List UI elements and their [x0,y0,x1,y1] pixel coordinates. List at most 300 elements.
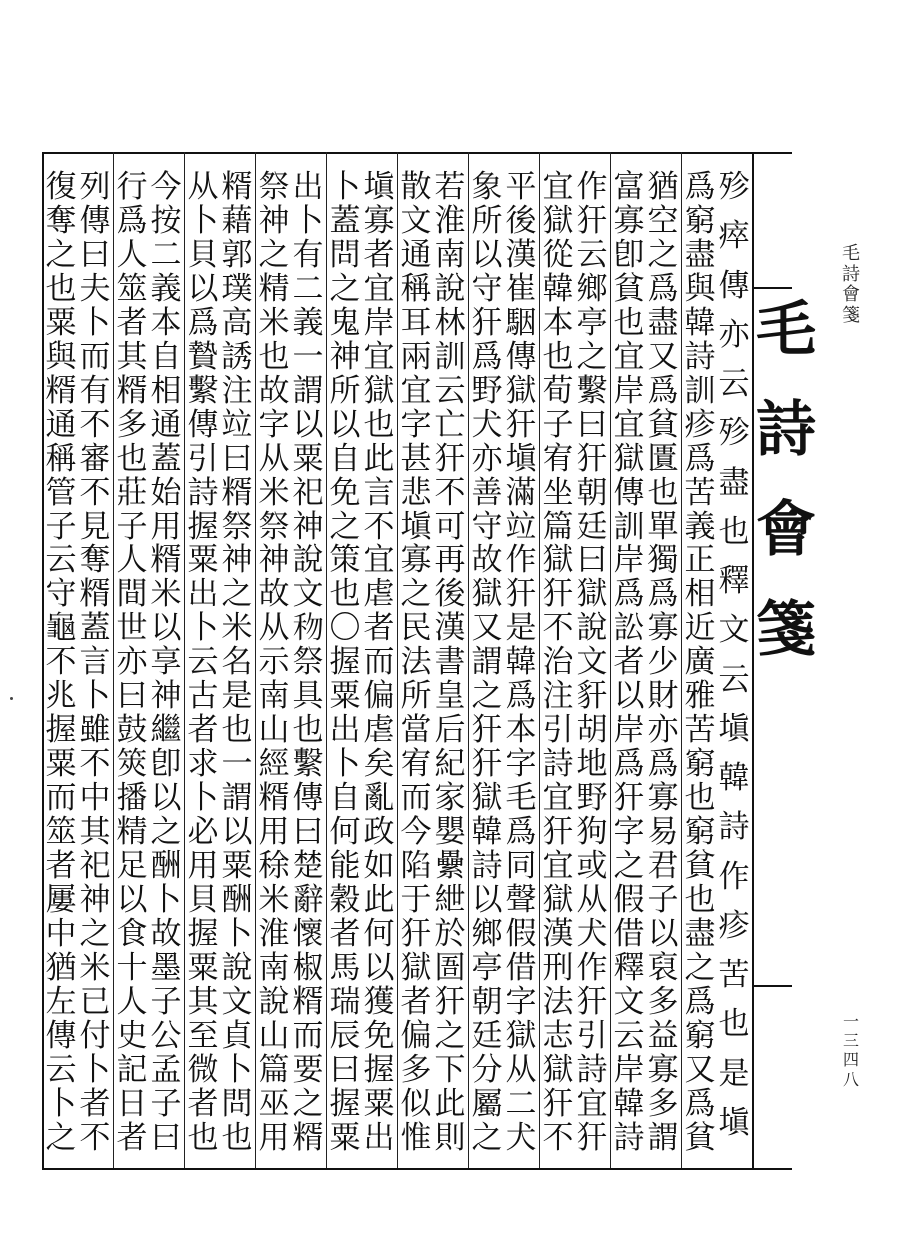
glyph: 一 [292,338,324,375]
glyph: 問 [329,236,361,273]
glyph: 其 [116,338,148,375]
glyph: 家 [434,780,466,817]
glyph: 誘 [221,338,253,375]
glyph: 言 [363,474,395,511]
glyph: 从 [258,610,290,647]
glyph: 四 [842,1050,859,1070]
glyph: 引 [542,712,574,749]
glyph: 者 [187,712,219,749]
glyph: 民 [400,610,432,647]
glyph: 獨 [647,542,679,579]
glyph: 貝 [187,882,219,919]
glyph: 所 [400,678,432,715]
glyph: 林 [434,304,466,341]
glyph: 是 [505,610,537,647]
glyph: 繫 [187,372,219,409]
glyph: 竝 [221,406,253,443]
glyph: 滿 [505,474,537,511]
glyph: 璞 [221,270,253,307]
glyph: 云 [187,644,219,681]
glyph: 〇 [329,610,361,647]
glyph: 子 [542,406,574,443]
glyph: 卜 [221,915,253,952]
column-divider [184,152,185,1168]
glyph: 相 [684,576,716,613]
glyph: 傳 [79,202,111,239]
glyph: 字 [613,814,645,851]
glyph: 從 [542,236,574,273]
glyph: 字 [258,406,290,443]
glyph: 嬰 [434,814,466,851]
glyph: 宜 [542,169,574,205]
glyph: 以 [363,949,395,986]
glyph: 釋 [613,949,645,986]
glyph: 富 [613,169,645,205]
column-divider [255,152,256,1168]
glyph: 曰 [329,1051,361,1088]
glyph: 多 [647,1085,679,1122]
glyph: 之 [258,236,290,273]
glyph: 寡 [647,610,679,647]
glyph: 義 [292,304,324,341]
glyph: 訓 [613,508,645,545]
column-divider [326,152,327,1168]
glyph: 守 [45,576,77,613]
glyph: 祭 [292,644,324,681]
glyph: 繫 [292,746,324,783]
glyph: 繼 [150,712,182,749]
glyph: 之 [292,1085,324,1122]
title-glyph: 箋 [756,595,816,665]
glyph: 單 [647,508,679,545]
glyph: 苦 [718,957,750,993]
glyph: 亦 [718,316,750,353]
glyph: 宜 [400,372,432,409]
glyph: 曰 [116,678,148,715]
glyph: 筴 [116,746,148,783]
glyph: 篇 [542,508,574,545]
glyph: 以 [116,882,148,919]
glyph: 傳 [45,1017,77,1054]
glyph: 易 [647,814,679,851]
glyph: 之 [434,1017,466,1054]
glyph: 出 [292,169,324,205]
glyph: 法 [542,983,574,1020]
glyph: 龜 [45,610,77,647]
glyph: 不 [542,610,574,647]
glyph: 楚 [292,848,324,885]
glyph: 獄 [505,1017,537,1054]
glyph: 窮 [684,814,716,851]
glyph: 坐 [542,474,574,511]
glyph: 匱 [647,440,679,477]
glyph: 言 [79,644,111,681]
glyph: 一 [842,1012,859,1031]
glyph: 獄 [542,1051,574,1088]
glyph: 不 [79,746,111,783]
glyph: 苦 [684,712,716,749]
glyph: 二 [505,1085,537,1122]
glyph: 義 [684,508,716,545]
glyph: 所 [471,202,503,239]
glyph: 若 [434,169,466,205]
glyph: 宜 [363,338,395,375]
glyph: 故 [258,372,290,409]
glyph: 不 [45,644,77,681]
glyph: 粟 [292,440,324,477]
glyph: 分 [471,1051,503,1088]
glyph: 其 [79,814,111,851]
glyph: 握 [187,508,219,545]
glyph: 者 [116,1119,148,1156]
text-column [328,169,362,1157]
glyph: 詩 [187,474,219,511]
glyph: 子 [116,508,148,545]
glyph: 蓋 [150,440,182,477]
glyph: 瑞 [329,983,361,1020]
glyph: 能 [329,848,361,885]
glyph: 稱 [45,440,77,477]
glyph: 酬 [150,848,182,885]
glyph: 不 [363,508,395,545]
glyph: 米 [258,882,290,919]
glyph: 獄 [542,202,574,239]
glyph: 經 [258,746,290,783]
glyph: 同 [505,848,537,885]
glyph: 米 [258,474,290,511]
glyph: 犴 [434,440,466,477]
glyph: 曰 [221,440,253,477]
glyph: 糈 [221,474,253,511]
glyph: 卜 [79,1051,111,1088]
glyph: 爲 [684,169,716,205]
glyph: 从 [505,1051,537,1088]
glyph: 者 [116,304,148,341]
glyph: 日 [116,1085,148,1122]
glyph: 糈 [292,1119,324,1156]
glyph: 亦 [471,440,503,477]
glyph: 亭 [471,949,503,986]
glyph: 卜 [150,882,182,919]
glyph: 犴 [400,915,432,952]
glyph: 米 [221,610,253,647]
text-column [612,169,646,1157]
glyph: 以 [329,406,361,443]
glyph: 犴 [471,304,503,341]
glyph: 岸 [613,542,645,579]
glyph: 傳 [505,338,537,375]
glyph: 野 [471,372,503,409]
glyph: 犬 [471,406,503,443]
glyph: 有 [292,236,324,273]
glyph: 椒 [292,949,324,986]
glyph: 古 [187,678,219,715]
glyph: 神 [150,678,182,715]
glyph: 糈 [45,372,77,409]
glyph: 从 [258,440,290,477]
glyph: 通 [400,236,432,273]
glyph: 精 [258,270,290,307]
glyph: 文 [221,983,253,1020]
glyph: 多 [116,406,148,443]
glyph: 借 [613,915,645,952]
glyph: 名 [221,644,253,681]
glyph: 宜 [613,406,645,443]
glyph: 糈 [221,169,253,205]
glyph: 粟 [187,949,219,986]
margin-page-number [836,1012,866,1089]
glyph: 以 [221,814,253,851]
glyph: 而 [79,338,111,375]
glyph: 所 [329,372,361,409]
glyph: 是 [718,1055,750,1092]
glyph: 巫 [258,1085,290,1122]
glyph: 左 [45,983,77,1020]
glyph: 猶 [647,169,679,205]
glyph: 爲 [505,814,537,851]
glyph: 者 [45,848,77,885]
glyph: 或 [576,848,608,885]
glyph: 偏 [400,1017,432,1054]
glyph: 祭 [221,508,253,545]
glyph: 荀 [542,372,574,409]
glyph: 如 [363,848,395,885]
glyph: 之 [471,1119,503,1156]
glyph: 人 [116,236,148,273]
glyph: 山 [258,712,290,749]
glyph: 要 [292,1051,324,1088]
glyph: 奪 [79,542,111,579]
glyph: 宥 [400,746,432,783]
glyph: 君 [647,848,679,885]
glyph: 蓋 [79,610,111,647]
glyph: 字 [505,983,537,1020]
glyph: 卜 [187,780,219,817]
glyph: 胡 [576,712,608,749]
glyph: 兆 [45,678,77,715]
glyph: 箋 [842,305,860,327]
text-column [291,169,325,1157]
glyph: 亡 [434,406,466,443]
glyph: 悲 [400,474,432,511]
text-column [646,169,680,1157]
glyph: 也 [613,304,645,341]
glyph: 三 [842,1031,859,1051]
glyph: 法 [400,644,432,681]
glyph: 南 [258,678,290,715]
glyph: 之 [329,270,361,307]
running-title [756,295,816,680]
glyph: 寡 [363,202,395,239]
glyph: 付 [79,1017,111,1054]
glyph: 注 [221,372,253,409]
glyph: 云 [45,542,77,579]
glyph: 贄 [187,338,219,375]
glyph: 字 [505,746,537,783]
glyph: 多 [400,1051,432,1088]
glyph: 不 [542,1119,574,1156]
glyph: 疹 [684,406,716,443]
glyph: 塡 [718,1104,750,1141]
glyph: 之 [576,338,608,375]
glyph: 於 [434,915,466,952]
glyph: 盡 [684,915,716,952]
glyph: 貧 [684,848,716,885]
glyph: 有 [79,372,111,409]
glyph: 曰 [79,236,111,273]
glyph: 爲 [647,270,679,307]
glyph: 故 [150,915,182,952]
glyph: 爲 [684,1085,716,1122]
glyph: 播 [116,780,148,817]
glyph: 神 [258,202,290,239]
glyph: 粟 [45,746,77,783]
glyph: 今 [400,814,432,851]
glyph: 文 [292,576,324,613]
glyph: 具 [292,678,324,715]
glyph: 駰 [505,304,537,341]
glyph: 以 [613,678,645,715]
glyph: 粟 [329,678,361,715]
glyph: 也 [187,1119,219,1156]
glyph: 之 [150,814,182,851]
glyph: 八 [842,1069,859,1089]
glyph: 曰 [576,406,608,443]
glyph: 散 [400,169,432,205]
glyph: 必 [187,814,219,851]
glyph: 高 [221,304,253,341]
glyph: 始 [150,474,182,511]
glyph: 卜 [187,202,219,239]
glyph: 爲 [471,338,503,375]
glyph: 者 [400,983,432,1020]
glyph: 之 [45,1119,77,1156]
glyph: 與 [684,270,716,307]
glyph: 免 [363,1017,395,1054]
frame-bottom-rule [42,1168,792,1170]
glyph: 爲 [647,372,679,409]
glyph: 云 [45,1051,77,1088]
glyph: 卜 [329,746,361,783]
glyph: 足 [116,848,148,885]
glyph: 詩 [842,263,860,285]
text-column [541,169,575,1157]
glyph: 多 [647,983,679,1020]
glyph: 米 [79,949,111,986]
glyph: 以 [292,406,324,443]
glyph: 鬼 [329,304,361,341]
glyph: 祀 [79,848,111,885]
glyph: 者 [187,1085,219,1122]
text-column [433,169,467,1157]
glyph: 以 [647,915,679,952]
glyph: 何 [363,915,395,952]
glyph: 說 [258,983,290,1020]
glyph: 南 [258,949,290,986]
glyph: 也 [718,513,750,550]
glyph: 犬 [576,915,608,952]
glyph: 崔 [505,270,537,307]
glyph: 握 [329,1085,361,1122]
glyph: 瘁 [718,218,750,255]
glyph: 陷 [400,848,432,885]
glyph: 猶 [45,949,77,986]
glyph: 字 [400,406,432,443]
glyph: 廣 [684,644,716,681]
glyph: 爲 [116,202,148,239]
glyph: 傳 [718,267,750,304]
glyph: 繫 [576,372,608,409]
glyph: 犴 [471,746,503,783]
glyph: 也 [718,1006,750,1043]
glyph: 書 [434,644,466,681]
glyph: 又 [471,610,503,647]
glyph: 不 [79,406,111,443]
glyph: 云 [613,1017,645,1054]
glyph: 韓 [505,644,537,681]
glyph: 空 [647,202,679,239]
glyph: 神 [292,508,324,545]
glyph: 財 [647,678,679,715]
glyph: 宜 [542,780,574,817]
glyph: 紀 [434,746,466,783]
glyph: 當 [400,712,432,749]
glyph: 惟 [400,1119,432,1156]
glyph: 雅 [684,678,716,715]
title-column-rule-top [752,287,792,289]
glyph: 訓 [434,338,466,375]
glyph: 間 [116,576,148,613]
glyph: 耳 [400,304,432,341]
glyph: 其 [187,983,219,1020]
glyph: 示 [258,644,290,681]
glyph: 卜 [45,1085,77,1122]
glyph: 相 [150,372,182,409]
glyph: 偏 [363,678,395,715]
glyph: 粟 [45,304,77,341]
glyph: 宜 [576,1085,608,1122]
glyph: 通 [150,406,182,443]
glyph: 獄 [471,780,503,817]
glyph: 神 [258,542,290,579]
glyph: 犴 [505,576,537,613]
glyph: 宜 [363,542,395,579]
glyph: 爲 [613,576,645,613]
column-divider [113,152,114,1168]
glyph: 犴 [576,202,608,239]
glyph: 審 [79,440,111,477]
glyph: 粟 [363,1085,395,1122]
title-glyph: 詩 [756,395,816,465]
text-column [257,169,291,1157]
glyph: 云 [718,661,750,698]
glyph: 卜 [292,202,324,239]
glyph: 卜 [79,304,111,341]
glyph: 曰 [292,814,324,851]
glyph: 朝 [576,474,608,511]
glyph: 淮 [434,202,466,239]
glyph: 詩 [684,338,716,375]
glyph: 糈 [116,372,148,409]
glyph: 者 [613,644,645,681]
glyph: 訓 [684,372,716,409]
glyph: 再 [434,542,466,579]
glyph: 犴 [542,1085,574,1122]
glyph: 子 [150,983,182,1020]
glyph: 寡 [647,1051,679,1088]
glyph: 出 [187,576,219,613]
glyph: 也 [329,576,361,613]
